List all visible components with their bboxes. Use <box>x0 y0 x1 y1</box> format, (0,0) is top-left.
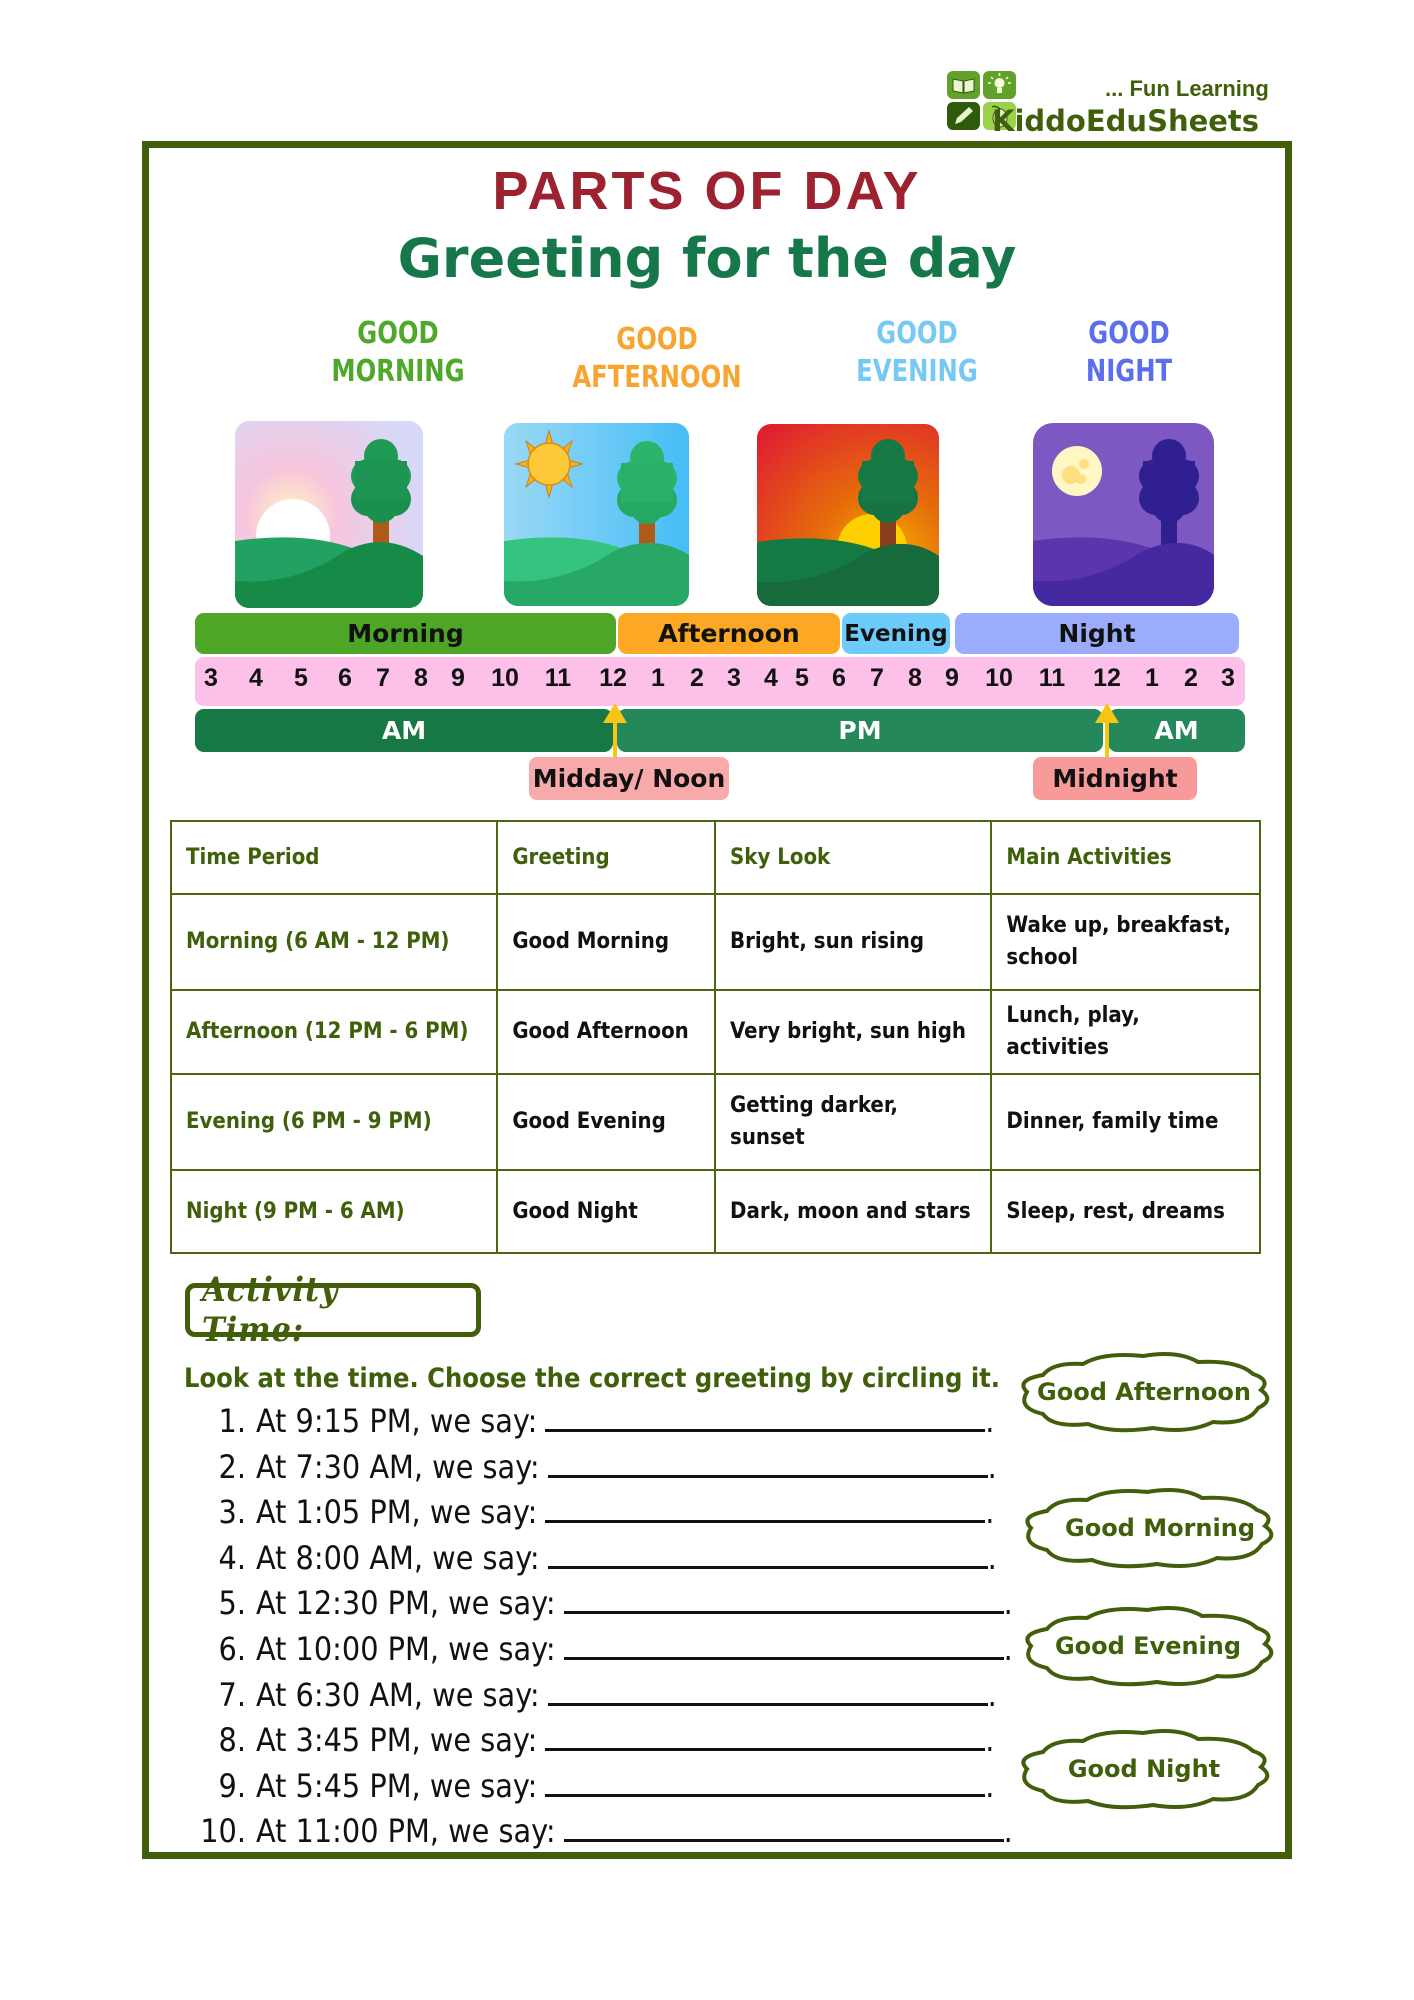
header-main-activities: Main Activities <box>991 821 1260 894</box>
hour-tick: 5 <box>795 664 809 692</box>
hour-tick: 3 <box>1221 664 1235 692</box>
greeting-line1: GOOD <box>1088 316 1170 351</box>
hour-tick: 6 <box>338 664 352 692</box>
parts-of-day-table <box>170 820 1261 1254</box>
period-mark: . <box>1003 1584 1013 1622</box>
period-mark: . <box>985 1721 995 1759</box>
greeting-line2: MORNING <box>331 354 465 389</box>
cell-period: Afternoon (12 PM - 6 PM) <box>171 990 497 1074</box>
greeting-good-night <box>1062 315 1197 391</box>
hour-tick: 8 <box>414 664 428 692</box>
cell-activities: Sleep, rest, dreams <box>991 1170 1260 1253</box>
period-label: Night <box>1058 619 1136 648</box>
header-time-period: Time Period <box>171 821 497 894</box>
hour-tick: 2 <box>690 664 704 692</box>
cell-greeting: Good Night <box>497 1170 715 1253</box>
meridiem-bar-pm <box>617 709 1103 752</box>
period-mark: . <box>987 1539 997 1577</box>
cell-sky: Dark, moon and stars <box>715 1170 991 1253</box>
meridiem-bar-am <box>195 709 613 752</box>
hour-tick: 4 <box>764 664 778 692</box>
meridiem-bar-am-late <box>1108 709 1245 752</box>
greeting-good-evening <box>836 315 998 391</box>
question-item <box>184 1812 1013 1850</box>
table-row <box>171 1074 1260 1170</box>
hour-tick: 1 <box>651 664 665 692</box>
question-text: At 8:00 AM, we say: <box>256 1539 540 1577</box>
choice-cloud-good-evening[interactable] <box>1017 1604 1279 1688</box>
period-mark: . <box>987 1448 997 1486</box>
hour-tick: 10 <box>491 664 519 692</box>
period-bar-night <box>955 613 1239 654</box>
brand-name: KiddoEduSheets <box>992 104 1260 138</box>
answer-blank[interactable] <box>548 1677 988 1706</box>
activity-title: Activity Time: <box>202 1270 339 1350</box>
question-number: 2. <box>218 1448 246 1486</box>
cell-period: Evening (6 PM - 9 PM) <box>171 1074 497 1170</box>
hour-tick: 12 <box>1093 664 1121 692</box>
greeting-good-afternoon <box>558 321 756 397</box>
question-number: 8. <box>218 1721 246 1759</box>
period-label: Evening <box>844 620 948 647</box>
period-bar-evening <box>842 613 950 654</box>
midnight-arrow-icon <box>1095 703 1119 757</box>
answer-blank[interactable] <box>564 1813 1004 1842</box>
question-number: 6. <box>218 1630 246 1668</box>
midnight-label: Midnight <box>1033 757 1197 800</box>
answer-blank[interactable] <box>548 1540 988 1569</box>
greeting-line2: NIGHT <box>1085 354 1173 389</box>
period-bar-morning <box>195 613 616 654</box>
hour-tick: 9 <box>945 664 959 692</box>
hour-tick: 3 <box>204 664 218 692</box>
period-mark: . <box>1003 1630 1013 1668</box>
question-item <box>184 1402 994 1440</box>
answer-blank[interactable] <box>564 1585 1004 1614</box>
period-label: Afternoon <box>658 619 800 648</box>
cell-sky: Bright, sun rising <box>715 894 991 990</box>
activity-time-badge <box>185 1270 481 1350</box>
header-greeting: Greeting <box>497 821 715 894</box>
meridiem-label: PM <box>838 716 882 745</box>
question-item <box>184 1584 1013 1622</box>
meridiem-label: AM <box>1154 716 1199 745</box>
question-number: 3. <box>218 1493 246 1531</box>
period-label: Morning <box>347 619 464 648</box>
pencil-icon <box>947 102 980 130</box>
choice-label: Good Morning <box>1065 1514 1255 1542</box>
question-text: At 3:45 PM, we say: <box>256 1721 538 1759</box>
choice-label: Good Night <box>1067 1755 1221 1783</box>
hour-tick: 6 <box>832 664 846 692</box>
question-number: 5. <box>218 1584 246 1622</box>
period-mark: . <box>985 1402 995 1440</box>
hour-tick: 1 <box>1145 664 1159 692</box>
hour-tick: 11 <box>1038 664 1066 692</box>
cell-period: Morning (6 AM - 12 PM) <box>171 894 497 990</box>
period-mark: . <box>985 1493 995 1531</box>
period-mark: . <box>987 1676 997 1714</box>
hour-tick: 10 <box>985 664 1013 692</box>
question-item <box>184 1676 997 1714</box>
question-number: 7. <box>218 1676 246 1714</box>
question-item <box>184 1448 997 1486</box>
question-item <box>184 1539 997 1577</box>
cell-greeting: Good Afternoon <box>497 990 715 1074</box>
cell-activities: Wake up, breakfast, school <box>991 894 1260 990</box>
sunny-day-scene <box>504 423 689 606</box>
table-header-row <box>171 821 1260 894</box>
greeting-line2: EVENING <box>856 354 978 389</box>
question-number: 9. <box>218 1767 246 1805</box>
question-number: 4. <box>218 1539 246 1577</box>
hour-tick: 7 <box>870 664 884 692</box>
question-number: 1. <box>218 1402 246 1440</box>
brand-tagline: ... Fun Learning <box>1105 76 1269 101</box>
choice-cloud-good-morning[interactable] <box>1017 1486 1279 1570</box>
hour-tick: 3 <box>727 664 741 692</box>
choice-label: Good Afternoon <box>1037 1378 1251 1406</box>
period-mark: . <box>985 1767 995 1805</box>
answer-blank[interactable] <box>545 1722 985 1751</box>
activity-instruction: Look at the time. Choose the correct greeting by circling it. <box>184 1363 1000 1394</box>
choice-label: Good Evening <box>1054 1632 1242 1660</box>
lightbulb-icon <box>983 71 1016 99</box>
hour-tick: 8 <box>908 664 922 692</box>
greeting-line1: GOOD <box>616 322 698 357</box>
page-subtitle: Greeting for the day <box>397 227 1017 290</box>
page-title: PARTS OF DAY <box>492 161 922 221</box>
night-moon-scene <box>1033 423 1214 606</box>
question-text: At 1:05 PM, we say: <box>256 1493 538 1531</box>
meridiem-label: AM <box>381 716 427 745</box>
question-item <box>184 1721 994 1759</box>
hour-tick: 2 <box>1184 664 1198 692</box>
cell-sky: Very bright, sun high <box>715 990 991 1074</box>
question-text: At 7:30 AM, we say: <box>256 1448 540 1486</box>
answer-blank[interactable] <box>564 1631 1004 1660</box>
question-text: At 6:30 AM, we say: <box>256 1676 540 1714</box>
midday-noon-label: Midday/ Noon <box>529 757 729 800</box>
answer-blank[interactable] <box>545 1403 985 1432</box>
cell-activities: Lunch, play, activities <box>991 990 1260 1074</box>
table-row <box>171 990 1260 1074</box>
hours-row <box>195 657 1245 706</box>
cell-sky: Getting darker, sunset <box>715 1074 991 1170</box>
answer-blank[interactable] <box>545 1494 985 1523</box>
table-row <box>171 894 1260 990</box>
choice-cloud-good-afternoon[interactable] <box>1013 1350 1275 1434</box>
greeting-line1: GOOD <box>357 316 439 351</box>
hour-tick: 12 <box>599 664 627 692</box>
book-icon <box>947 71 980 99</box>
hour-tick: 7 <box>376 664 390 692</box>
answer-blank[interactable] <box>548 1449 988 1478</box>
hour-tick: 4 <box>249 664 263 692</box>
question-item <box>184 1493 994 1531</box>
answer-blank[interactable] <box>545 1768 985 1797</box>
noon-arrow-icon <box>603 703 627 757</box>
question-number: 10. <box>200 1812 246 1850</box>
period-mark: . <box>1003 1812 1013 1850</box>
question-text: At 12:30 PM, we say: <box>256 1584 556 1622</box>
sunrise-scene <box>235 421 423 608</box>
question-item <box>184 1630 1013 1668</box>
period-bar-afternoon <box>618 613 840 654</box>
question-text: At 5:45 PM, we say: <box>256 1767 538 1805</box>
hour-tick: 9 <box>451 664 465 692</box>
cell-activities: Dinner, family time <box>991 1074 1260 1170</box>
question-text: At 9:15 PM, we say: <box>256 1402 538 1440</box>
greeting-good-morning <box>326 315 470 391</box>
question-item <box>184 1767 994 1805</box>
question-text: At 10:00 PM, we say: <box>256 1630 556 1668</box>
cell-greeting: Good Morning <box>497 894 715 990</box>
choice-cloud-good-night[interactable] <box>1013 1727 1275 1811</box>
greeting-line1: GOOD <box>876 316 958 351</box>
hour-tick: 11 <box>544 664 572 692</box>
sunset-scene <box>757 424 939 606</box>
cell-period: Night (9 PM - 6 AM) <box>171 1170 497 1253</box>
greeting-line2: AFTERNOON <box>572 360 742 395</box>
cell-greeting: Good Evening <box>497 1074 715 1170</box>
hour-tick: 5 <box>294 664 308 692</box>
table-row <box>171 1170 1260 1253</box>
header-sky-look: Sky Look <box>715 821 991 894</box>
question-text: At 11:00 PM, we say: <box>256 1812 556 1850</box>
